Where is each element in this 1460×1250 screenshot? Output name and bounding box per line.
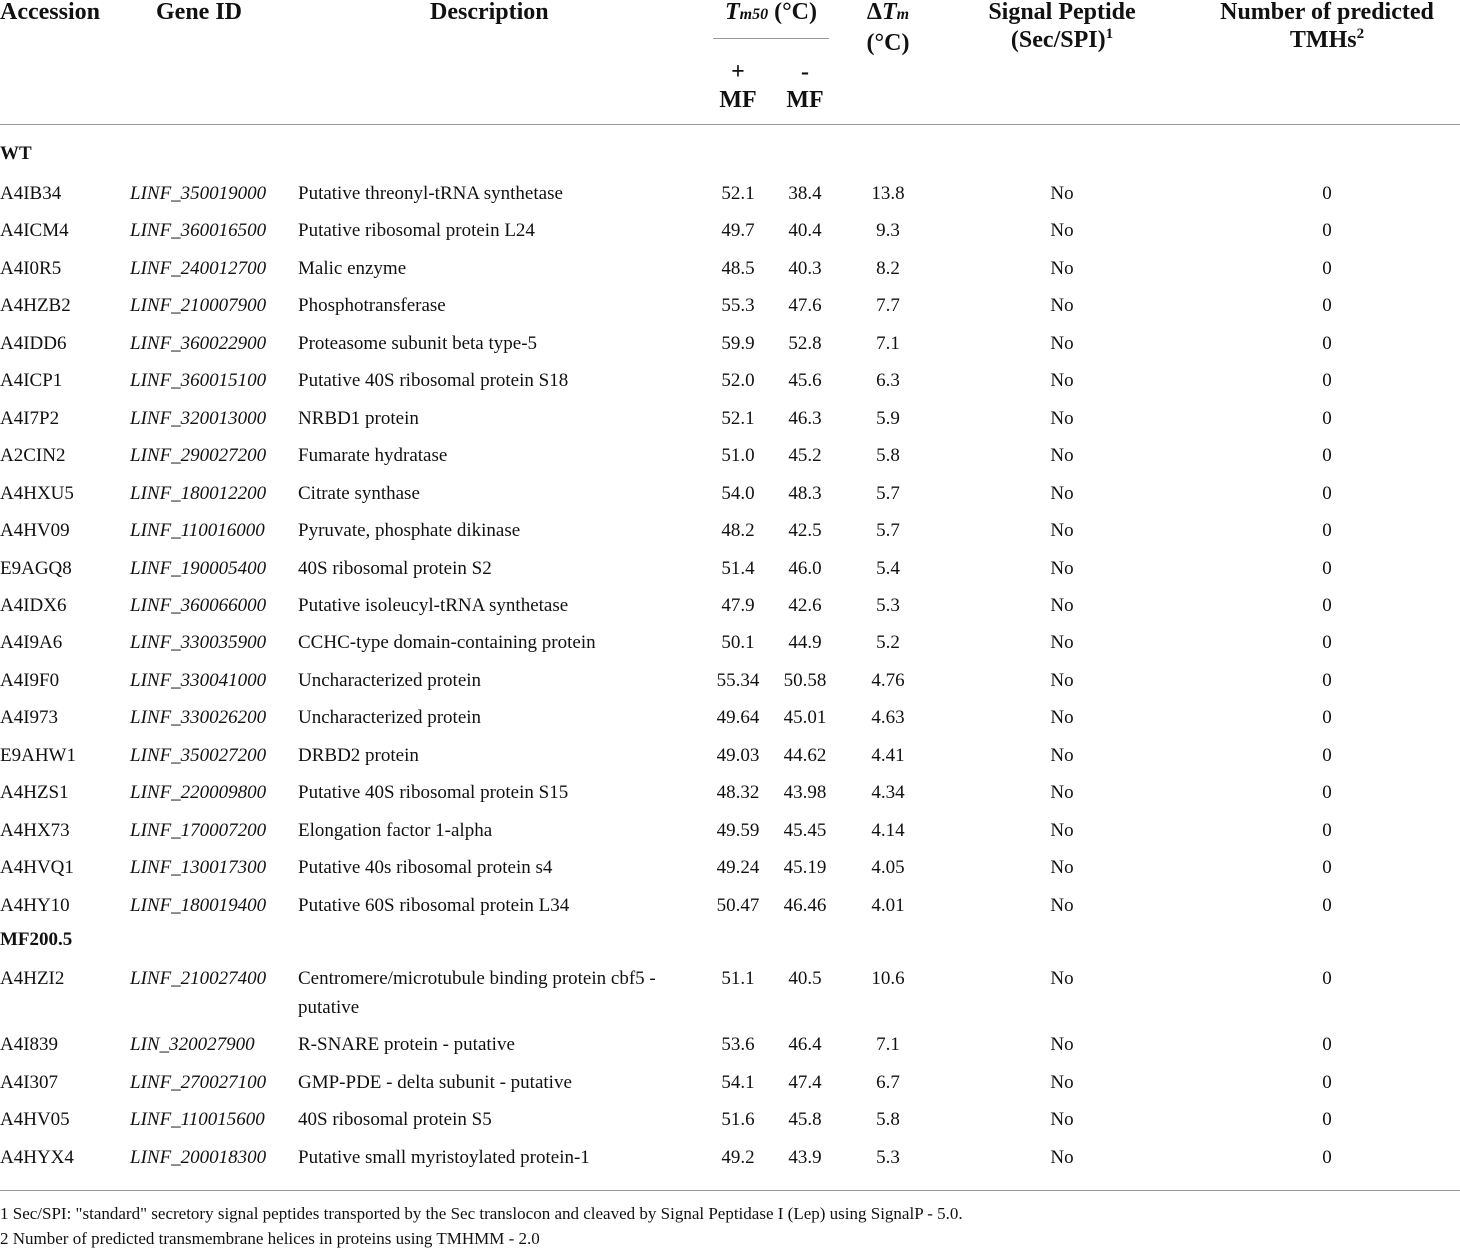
cell-gene-id: LINF_330035900	[130, 632, 267, 653]
cell-signal-peptide: No	[1050, 520, 1074, 541]
cell-tmh-count: 0	[1322, 408, 1332, 429]
cell-description: Citrate synthase	[298, 483, 420, 504]
cell-tmh-count: 0	[1322, 1147, 1332, 1168]
cell-signal-peptide: No	[1050, 333, 1074, 354]
cell-tmh-count: 0	[1322, 183, 1332, 204]
cell-signal-peptide: No	[1050, 632, 1074, 653]
header-delta-symbol: Δ	[866, 0, 882, 25]
header-tm50-subscript: m50	[739, 6, 769, 23]
cell-tmh-count: 0	[1322, 1034, 1332, 1055]
cell-gene-id: LINF_110015600	[130, 1109, 265, 1130]
cell-gene-id: LINF_350027200	[130, 745, 267, 766]
cell-accession: A4I9F0	[0, 670, 60, 691]
header-signal-line1: Signal Peptide	[988, 0, 1136, 25]
cell-delta-tm: 13.8	[871, 183, 905, 204]
header-delta-t: T	[881, 0, 897, 25]
cell-signal-peptide: No	[1050, 595, 1074, 616]
cell-gene-id: LINF_170007200	[130, 820, 267, 841]
cell-tmh-count: 0	[1322, 595, 1332, 616]
cell-tmh-count: 0	[1322, 220, 1332, 241]
cell-accession: A4HYX4	[0, 1147, 74, 1168]
cell-tm50-minus-mf: 45.8	[788, 1109, 822, 1130]
cell-delta-tm: 7.1	[876, 333, 900, 354]
cell-tmh-count: 0	[1322, 520, 1332, 541]
header-delta-subscript: m	[896, 6, 910, 23]
cell-description: Elongation factor 1-alpha	[298, 820, 493, 841]
cell-tm50-plus-mf: 52.1	[721, 183, 755, 204]
cell-delta-tm: 5.3	[876, 595, 900, 616]
table-bottom-rule	[0, 1190, 1460, 1191]
cell-accession: A4IB34	[0, 183, 62, 204]
cell-delta-tm: 4.76	[871, 670, 905, 691]
header-tm50	[712, 0, 830, 29]
cell-tm50-minus-mf: 40.3	[788, 258, 822, 279]
header-tm50-unit: (°C)	[768, 0, 818, 25]
cell-accession: A4HXU5	[0, 483, 74, 504]
cell-description: Putative 40S ribosomal protein S18	[298, 370, 569, 391]
cell-signal-peptide: No	[1050, 1109, 1074, 1130]
cell-tmh-count: 0	[1322, 707, 1332, 728]
cell-accession: A4I7P2	[0, 408, 60, 429]
footnote-2: 2 Number of predicted transmembrane helices in proteins using TMHMM - 2.0	[0, 1229, 540, 1248]
cell-gene-id: LINF_130017300	[130, 857, 267, 878]
cell-tm50-plus-mf: 54.1	[721, 1072, 755, 1093]
cell-signal-peptide: No	[1050, 220, 1074, 241]
cell-tm50-minus-mf: 47.4	[788, 1072, 822, 1093]
cell-signal-peptide: No	[1050, 782, 1074, 803]
cell-tmh-count: 0	[1322, 558, 1332, 579]
cell-signal-peptide: No	[1050, 707, 1074, 728]
cell-tm50-minus-mf: 52.8	[788, 333, 822, 354]
cell-signal-peptide: No	[1050, 445, 1074, 466]
cell-gene-id: LINF_330026200	[130, 707, 267, 728]
header-minus-mf	[779, 58, 831, 114]
cell-delta-tm: 4.63	[871, 707, 905, 728]
cell-tm50-plus-mf: 49.64	[716, 707, 760, 728]
cell-tm50-minus-mf: 38.4	[788, 183, 822, 204]
cell-accession: A4ICP1	[0, 370, 63, 391]
cell-tm50-plus-mf: 52.0	[721, 370, 755, 391]
cell-tm50-minus-mf: 45.6	[788, 370, 822, 391]
cell-tm50-plus-mf: 51.0	[721, 445, 755, 466]
cell-tm50-plus-mf: 48.2	[721, 520, 755, 541]
cell-accession: A4HZS1	[0, 782, 69, 803]
cell-gene-id: LINF_290027200	[130, 445, 267, 466]
cell-tmh-count: 0	[1322, 1072, 1332, 1093]
cell-delta-tm: 5.8	[876, 445, 900, 466]
cell-tm50-minus-mf: 44.62	[783, 745, 827, 766]
cell-accession: A4HZI2	[0, 968, 65, 989]
cell-description: Uncharacterized protein	[298, 670, 482, 691]
cell-delta-tm: 4.01	[871, 895, 905, 916]
cell-accession: A4HZB2	[0, 295, 71, 316]
cell-delta-tm: 9.3	[876, 220, 900, 241]
cell-gene-id: LINF_360016500	[130, 220, 267, 241]
cell-gene-id: LINF_180019400	[130, 895, 267, 916]
cell-gene-id: LINF_270027100	[130, 1072, 267, 1093]
header-tmh-sup: 2	[1356, 26, 1365, 42]
cell-gene-id: LINF_110016000	[130, 520, 265, 541]
cell-tm50-plus-mf: 49.2	[721, 1147, 755, 1168]
cell-signal-peptide: No	[1050, 895, 1074, 916]
cell-accession: A4IDX6	[0, 595, 67, 616]
cell-signal-peptide: No	[1050, 258, 1074, 279]
cell-gene-id: LINF_360022900	[130, 333, 267, 354]
header-tm50-symbol: T	[724, 0, 740, 25]
header-signal-line2: (Sec/SPI)	[1010, 27, 1106, 53]
cell-tm50-plus-mf: 49.7	[721, 220, 755, 241]
cell-delta-tm: 5.8	[876, 1109, 900, 1130]
cell-tmh-count: 0	[1322, 258, 1332, 279]
cell-delta-tm: 7.7	[876, 295, 900, 316]
cell-tm50-plus-mf: 51.1	[721, 968, 755, 989]
cell-tmh-count: 0	[1322, 670, 1332, 691]
cell-delta-tm: 5.3	[876, 1147, 900, 1168]
cell-tmh-count: 0	[1322, 1109, 1332, 1130]
cell-signal-peptide: No	[1050, 183, 1074, 204]
cell-tm50-plus-mf: 55.34	[716, 670, 760, 691]
header-gene-id: Gene ID	[156, 0, 242, 25]
cell-signal-peptide: No	[1050, 968, 1074, 989]
cell-tm50-plus-mf: 47.9	[721, 595, 755, 616]
cell-description: GMP-PDE - delta subunit - putative	[298, 1072, 572, 1093]
cell-tm50-plus-mf: 48.32	[716, 782, 760, 803]
cell-tm50-plus-mf: 59.9	[721, 333, 755, 354]
cell-tm50-plus-mf: 49.03	[716, 745, 760, 766]
cell-tm50-plus-mf: 48.5	[721, 258, 755, 279]
cell-signal-peptide: No	[1050, 1072, 1074, 1093]
header-tmh-line1: Number of predicted	[1220, 0, 1434, 25]
cell-description: Putative 40S ribosomal protein S15	[298, 782, 569, 803]
header-bottom-rule	[0, 124, 1460, 125]
cell-tm50-plus-mf: 51.6	[721, 1109, 755, 1130]
cell-tmh-count: 0	[1322, 745, 1332, 766]
cell-delta-tm: 5.7	[876, 520, 900, 541]
cell-signal-peptide: No	[1050, 558, 1074, 579]
cell-accession: E9AGQ8	[0, 558, 72, 579]
header-minus-label: MF	[786, 87, 824, 113]
header-signal-sup: 1	[1105, 26, 1114, 42]
cell-accession: E9AHW1	[0, 745, 76, 766]
cell-gene-id: LINF_330041000	[130, 670, 267, 691]
cell-tm50-plus-mf: 50.47	[716, 895, 760, 916]
cell-accession: A4HV09	[0, 520, 70, 541]
cell-description: Centromere/microtubule binding protein cbf5 - putative	[298, 968, 656, 1018]
cell-gene-id: LINF_190005400	[130, 558, 267, 579]
cell-tm50-minus-mf: 40.5	[788, 968, 822, 989]
cell-gene-id: LINF_350019000	[130, 183, 267, 204]
cell-description: R-SNARE protein - putative	[298, 1034, 515, 1055]
cell-tm50-plus-mf: 49.59	[716, 820, 760, 841]
cell-tm50-plus-mf: 52.1	[721, 408, 755, 429]
cell-delta-tm: 8.2	[876, 258, 900, 279]
header-description: Description	[430, 0, 549, 25]
cell-gene-id: LINF_360066000	[130, 595, 267, 616]
cell-accession: A4HY10	[0, 895, 70, 916]
cell-description: Proteasome subunit beta type-5	[298, 333, 538, 354]
cell-accession: A4I0R5	[0, 258, 62, 279]
cell-delta-tm: 4.14	[871, 820, 905, 841]
cell-accession: A4I973	[0, 707, 59, 728]
cell-description: Putative 60S ribosomal protein L34	[298, 895, 570, 916]
cell-description: Pyruvate, phosphate dikinase	[298, 520, 521, 541]
cell-tm50-minus-mf: 45.01	[783, 707, 827, 728]
cell-tmh-count: 0	[1322, 445, 1332, 466]
cell-tm50-minus-mf: 46.46	[783, 895, 827, 916]
cell-description: Putative small myristoylated protein-1	[298, 1147, 590, 1168]
cell-tm50-minus-mf: 45.45	[783, 820, 827, 841]
cell-gene-id: LINF_360015100	[130, 370, 267, 391]
cell-description: Putative isoleucyl-tRNA synthetase	[298, 595, 569, 616]
cell-delta-tm: 10.6	[871, 968, 905, 989]
cell-tm50-plus-mf: 50.1	[721, 632, 755, 653]
cell-description: NRBD1 protein	[298, 408, 419, 429]
cell-tm50-minus-mf: 50.58	[783, 670, 827, 691]
header-tmhs	[1197, 0, 1457, 54]
cell-tm50-minus-mf: 43.9	[788, 1147, 822, 1168]
cell-delta-tm: 5.7	[876, 483, 900, 504]
cell-tmh-count: 0	[1322, 632, 1332, 653]
cell-description: Fumarate hydratase	[298, 445, 448, 466]
cell-tmh-count: 0	[1322, 968, 1332, 989]
header-tmh-line2: TMHs	[1289, 27, 1357, 53]
header-accession: Accession	[0, 0, 100, 25]
cell-delta-tm: 4.05	[871, 857, 905, 878]
cell-description: Uncharacterized protein	[298, 707, 482, 728]
cell-delta-tm: 5.4	[876, 558, 900, 579]
cell-tm50-plus-mf: 54.0	[721, 483, 755, 504]
header-plus-sign: +	[731, 59, 745, 85]
cell-tm50-plus-mf: 55.3	[721, 295, 755, 316]
cell-gene-id: LINF_180012200	[130, 483, 267, 504]
cell-gene-id: LINF_200018300	[130, 1147, 267, 1168]
cell-description: Phosphotransferase	[298, 295, 446, 316]
cell-tm50-minus-mf: 46.0	[788, 558, 822, 579]
cell-tm50-plus-mf: 51.4	[721, 558, 755, 579]
cell-signal-peptide: No	[1050, 745, 1074, 766]
cell-delta-tm: 5.9	[876, 408, 900, 429]
cell-tm50-minus-mf: 42.5	[788, 520, 822, 541]
cell-gene-id: LINF_240012700	[130, 258, 267, 279]
cell-tm50-minus-mf: 40.4	[788, 220, 822, 241]
cell-accession: A4I9A6	[0, 632, 63, 653]
header-delta-unit: (°C)	[866, 30, 910, 56]
cell-tmh-count: 0	[1322, 895, 1332, 916]
tm50-rule	[713, 38, 829, 39]
cell-tm50-minus-mf: 46.4	[788, 1034, 822, 1055]
cell-signal-peptide: No	[1050, 670, 1074, 691]
cell-tm50-plus-mf: 53.6	[721, 1034, 755, 1055]
cell-delta-tm: 4.34	[871, 782, 905, 803]
cell-signal-peptide: No	[1050, 295, 1074, 316]
header-plus-mf	[712, 58, 764, 114]
cell-tm50-minus-mf: 46.3	[788, 408, 822, 429]
section-label-mf200-5: MF200.5	[0, 929, 73, 950]
cell-accession: A4IDD6	[0, 333, 67, 354]
cell-tm50-minus-mf: 44.9	[788, 632, 822, 653]
cell-tm50-minus-mf: 48.3	[788, 483, 822, 504]
cell-gene-id: LINF_320013000	[130, 408, 267, 429]
cell-delta-tm: 7.1	[876, 1034, 900, 1055]
header-plus-label: MF	[719, 87, 757, 113]
cell-tmh-count: 0	[1322, 295, 1332, 316]
cell-accession: A4I839	[0, 1034, 59, 1055]
cell-description: 40S ribosomal protein S5	[298, 1109, 492, 1130]
cell-tm50-minus-mf: 47.6	[788, 295, 822, 316]
cell-tmh-count: 0	[1322, 483, 1332, 504]
cell-accession: A4ICM4	[0, 220, 69, 241]
cell-signal-peptide: No	[1050, 483, 1074, 504]
cell-tm50-plus-mf: 49.24	[716, 857, 760, 878]
cell-tmh-count: 0	[1322, 820, 1332, 841]
cell-gene-id: LIN_320027900	[130, 1034, 255, 1055]
cell-delta-tm: 6.3	[876, 370, 900, 391]
header-delta-tm	[848, 0, 928, 57]
cell-accession: A4HV05	[0, 1109, 70, 1130]
cell-delta-tm: 6.7	[876, 1072, 900, 1093]
cell-gene-id: LINF_220009800	[130, 782, 267, 803]
cell-delta-tm: 4.41	[871, 745, 905, 766]
cell-delta-tm: 5.2	[876, 632, 900, 653]
cell-signal-peptide: No	[1050, 820, 1074, 841]
cell-gene-id: LINF_210007900	[130, 295, 267, 316]
cell-description: Malic enzyme	[298, 258, 407, 279]
cell-tmh-count: 0	[1322, 782, 1332, 803]
cell-tmh-count: 0	[1322, 370, 1332, 391]
cell-description: Putative ribosomal protein L24	[298, 220, 535, 241]
cell-tm50-minus-mf: 45.19	[783, 857, 827, 878]
cell-accession: A4HX73	[0, 820, 70, 841]
header-signal-peptide	[962, 0, 1162, 54]
cell-accession: A2CIN2	[0, 445, 66, 466]
cell-accession: A4I307	[0, 1072, 59, 1093]
cell-tm50-minus-mf: 42.6	[788, 595, 822, 616]
cell-accession: A4HVQ1	[0, 857, 74, 878]
footnote-1: 1 Sec/SPI: "standard" secretory signal peptides transported by the Sec translocon and cleaved by Signal Peptidase I (Lep) using SignalP - 5.0.	[0, 1204, 963, 1223]
cell-description: CCHC-type domain-containing protein	[298, 632, 596, 653]
cell-tm50-minus-mf: 45.2	[788, 445, 822, 466]
cell-tm50-minus-mf: 43.98	[783, 782, 827, 803]
cell-description: 40S ribosomal protein S2	[298, 558, 492, 579]
cell-signal-peptide: No	[1050, 408, 1074, 429]
cell-signal-peptide: No	[1050, 1147, 1074, 1168]
header-minus-sign: -	[801, 59, 809, 85]
cell-gene-id: LINF_210027400	[130, 968, 267, 989]
cell-signal-peptide: No	[1050, 1034, 1074, 1055]
cell-description: Putative 40s ribosomal protein s4	[298, 857, 553, 878]
cell-description: DRBD2 protein	[298, 745, 419, 766]
cell-description: Putative threonyl-tRNA synthetase	[298, 183, 563, 204]
cell-tmh-count: 0	[1322, 857, 1332, 878]
cell-signal-peptide: No	[1050, 370, 1074, 391]
cell-signal-peptide: No	[1050, 857, 1074, 878]
section-label-wt: WT	[0, 143, 32, 164]
cell-tmh-count: 0	[1322, 333, 1332, 354]
